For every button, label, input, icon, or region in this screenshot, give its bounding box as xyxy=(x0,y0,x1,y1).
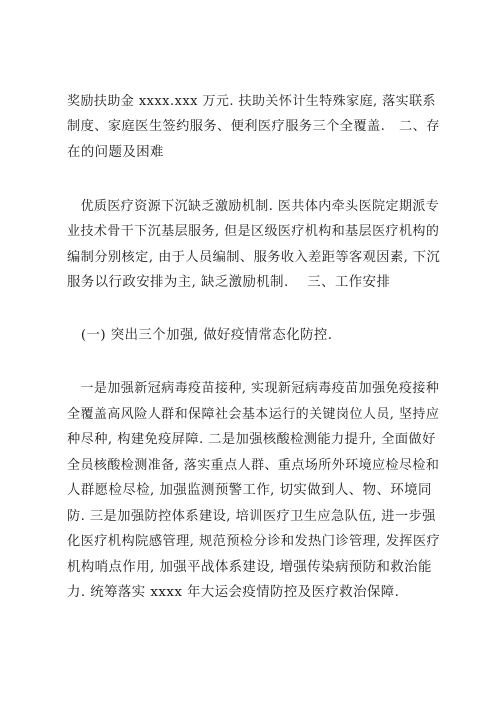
text-line: 力. 统筹落实 xxxx 年大运会疫情防控及医疗救治保障. xyxy=(67,585,400,600)
text-line: 一是加强新冠病毒疫苗接种, 实现新冠病毒疫苗加强免疫接种 xyxy=(67,381,440,396)
text-line: 业技术骨干下沉基层服务, 但是区级医疗机构和基层医疗机构的 xyxy=(67,224,440,239)
text-line: 人群愿检尽检, 加强监测预警工作, 切实做到人、物、环境同 xyxy=(67,483,432,498)
text-line: 全覆盖高风险人群和保障社会基本运行的关键岗位人员, 坚持应 xyxy=(67,407,440,422)
section-heading: (一) 突出三个加强, 做好疫情常态化防控. xyxy=(67,328,333,343)
text-line: 编制分别核定, 由于人员编制、服务收入差距等客观因素, 下沉 xyxy=(67,250,441,265)
text-line: 机构哨点作用, 加强平战体系建设, 增强传染病预防和救治能 xyxy=(67,560,432,575)
text-line: 防. 三是加强防控体系建设, 培训医疗卫生应急队伍, 进一步强 xyxy=(67,509,436,524)
text-line: 奖励扶助金 xxxx.xxx 万元. 扶助关怀计生特殊家庭, 落实联系 xyxy=(67,94,436,109)
text-line: 全员核酸检测准备, 落实重点人群、重点场所外环境应检尽检和 xyxy=(67,458,440,473)
text-line: 制度、家庭医生签约服务、便利医疗服务三个全覆盖. 二、存 xyxy=(67,119,440,134)
text-line: 在的问题及困难 xyxy=(67,145,164,160)
text-line: 优质医疗资源下沉缺乏激励机制. 医共体内牵头医院定期派专 xyxy=(67,199,440,214)
text-line: 服务以行政安排为主, 缺乏激励机制. 三、工作安排 xyxy=(67,275,391,290)
text-line: 种尽种, 构建免疫屏障. 二是加强核酸检测能力提升, 全面做好 xyxy=(67,432,436,447)
text-line: 化医疗机构院感管理, 规范预检分诊和发热门诊管理, 发挥医疗 xyxy=(67,534,441,549)
